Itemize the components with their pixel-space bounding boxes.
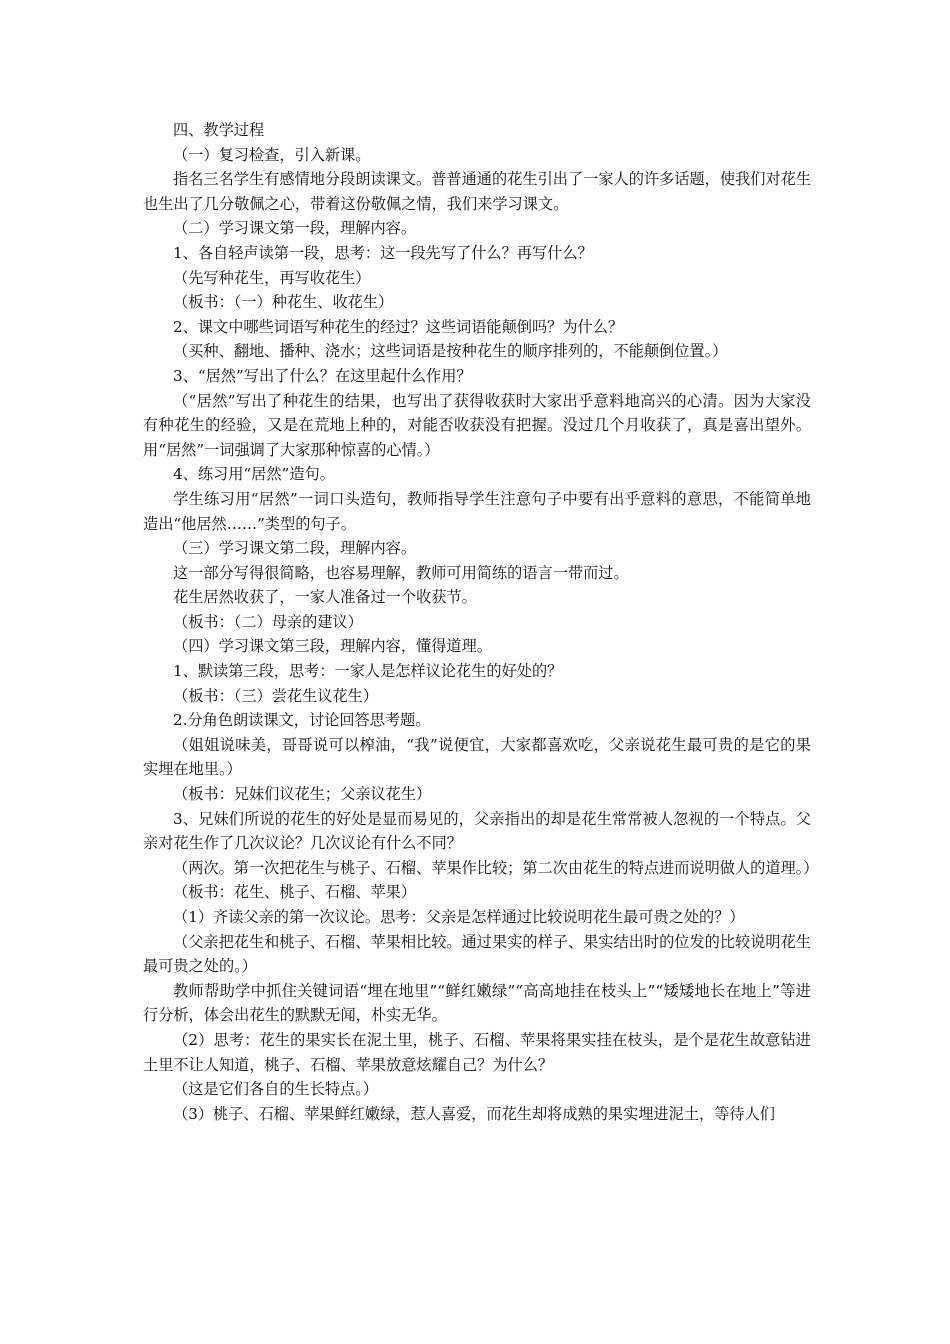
paragraph: 这一部分写得很简略，也容易理解，教师可用简练的语言一带而过。	[173, 563, 629, 582]
subsection-heading: （三）学习课文第二段，理解内容。	[173, 539, 416, 558]
paragraph: （“居然”写出了种花生的结果，也写出了获得收获时大家出乎意料地高兴的心清。因为大家没有种花生的经验，又是在荒地上种的，对能否收获没有把握。没过几个月收获了，真是喜出望外。用“居然”一词强调了大家那种惊喜的心情。）	[143, 391, 811, 459]
subsection-heading: （一）复习检查，引入新课。	[173, 145, 371, 164]
subsection-heading: （二）学习课文第一段，理解内容。	[173, 219, 416, 238]
paragraph: （姐姐说味美，哥哥说可以榨油，“我”说便宜，大家都喜欢吃，父亲说花生最可贵的是它的果实埋在地里。）	[143, 735, 811, 779]
board-note: （板书：兄妹们议花生；父亲议花生）	[173, 785, 432, 804]
paragraph: 教师帮助学中抓住关键词语“埋在地里”“鲜红嫩绿”“高高地挂在枝头上”“矮矮地长在地上”等进行分析，体会出花生的默默无闻，朴实无华。	[143, 981, 811, 1025]
paragraph: （3）桃子、石榴、苹果鲜红嫩绿，惹人喜爱，而花生却将成熟的果实埋进泥土，等待人们	[173, 1104, 775, 1123]
paragraph: （买种、翻地、播种、浇水；这些词语是按种花生的顺序排列的，不能颠倒位置。）	[173, 342, 728, 361]
board-note: （板书：花生、桃子、石榴、苹果）	[173, 883, 416, 902]
paragraph: 学生练习用“居然”一词口头造句，教师指导学生注意句子中要有出乎意料的意思，不能简单地造出“他居然……”类型的句子。	[143, 489, 811, 533]
paragraph: 1、各自轻声读第一段，思考：这一段先写了什么？再写什么？	[173, 243, 593, 262]
paragraph: 花生居然收获了，一家人准备过一个收获节。	[173, 588, 477, 607]
document-body	[143, 118, 819, 1126]
section-heading: 四、教学过程	[173, 121, 265, 139]
paragraph: 4、练习用“居然”造句。	[173, 465, 335, 484]
board-note: （板书：（一）种花生、收花生）	[173, 293, 394, 312]
paragraph: （父亲把花生和桃子、石榴、苹果相比较。通过果实的样子、果实结出时的位发的比较说明花生最可贵之处的。）	[143, 932, 811, 976]
paragraph: 2、课文中哪些词语写种花生的经过？这些词语能颠倒吗？为什么？	[173, 317, 624, 336]
paragraph: 3、兄妹们所说的花生的好处是显而易见的，父亲指出的却是花生常常被人忽视的一个特点。父亲对花生作了几次议论？几次议论有什么不同？	[143, 809, 811, 853]
subsection-heading: （四）学习课文第三段，理解内容，懂得道理。	[173, 637, 492, 656]
paragraph: 指名三名学生有感情地分段朗读课文。普普通通的花生引出了一家人的许多话题，使我们对花生也生出了几分敬佩之心，带着这份敬佩之情，我们来学习课文。	[143, 170, 811, 213]
paragraph: 3、“居然”写出了什么？在这里起什么作用？	[173, 366, 472, 385]
paragraph: （2）思考：花生的果实长在泥土里，桃子、石榴、苹果将果实挂在枝头，是个是花生故意钻进土里不让人知道，桃子、石榴、苹果放意炫耀自己？为什么？	[143, 1030, 811, 1074]
paragraph: （先写种花生，再写收花生）	[173, 268, 371, 287]
paragraph: 2.分角色朗读课文，讨论回答思考题。	[173, 711, 431, 730]
board-note: （板书：（二）母亲的建议）	[173, 612, 363, 631]
paragraph: （这是它们各自的生长特点。）	[173, 1080, 379, 1099]
paragraph: 1、默读第三段，思考：一家人是怎样议论花生的好处的？	[173, 662, 563, 681]
paragraph: （1）齐读父亲的第一次议论。思考：父亲是怎样通过比较说明花生最可贵之处的？）	[173, 908, 745, 926]
board-note: （板书：（三）尝花生议花生）	[173, 686, 379, 705]
paragraph: （两次。第一次把花生与桃子、石榴、苹果作比较；第二次由花生的特点进而说明做人的道理。）	[173, 858, 819, 877]
